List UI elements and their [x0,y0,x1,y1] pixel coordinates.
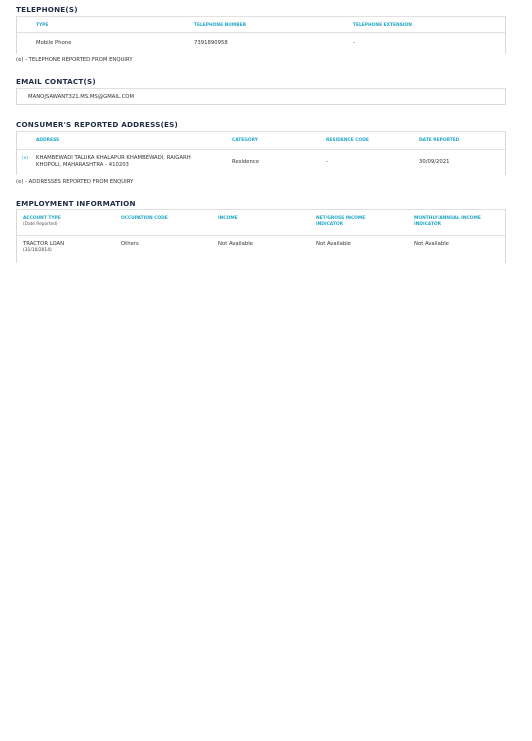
th-income: INCOME [218,216,238,221]
th-monthly-annual-indicator: MONTHLY/ANNUAL INCOME INDICATOR [414,216,481,227]
employment-net-gross: Not Available [316,241,351,247]
th-net-gross-indicator: NET/GROSS INCOME INDICATOR [316,216,366,227]
employment-income: Not Available [218,241,253,247]
email-title: EMAIL CONTACT(S) [16,77,96,86]
telephones-title: TELEPHONE(S) [16,5,78,14]
th-account-type: ACCOUNT TYPE (Date Reported) [23,216,61,227]
employment-title: EMPLOYMENT INFORMATION [16,199,136,208]
addresses-title: CONSUMER'S REPORTED ADDRESS(ES) [16,120,179,129]
th-residence-code: RESIDENCE CODE [326,138,369,143]
employment-date-reported: (31/10/2014) [23,248,52,253]
employment-monthly-annual: Not Available [414,241,449,247]
th-date-reported: DATE REPORTED [419,138,460,143]
email-value: MANOJSAWANT321.MS.MS@GMAIL.COM [28,94,135,100]
employment-account-type: TRACTOR LOAN [23,241,65,247]
email-box [16,88,506,105]
address-line1: KHAMBEWADI TALUKA KHALAPUR KHAMBEWADI, RAIGARH [36,155,191,161]
employment-occupation-code: Others [121,241,139,247]
telephones-note: (e) - TELEPHONE REPORTED FROM ENQUIRY [16,57,133,63]
address-residence-code: - [326,159,328,165]
addresses-note: (e) - ADDRESSES REPORTED FROM ENQUIRY [16,179,134,185]
address-enquiry-marker: (e) [22,156,29,161]
phone-extension: - [353,40,355,46]
addresses-table [16,131,506,175]
th-account-type-sub: (Date Reported) [23,221,58,227]
phone-number: 7391890958 [194,40,228,46]
address-category: Residence [232,159,260,165]
telephones-table [16,16,506,54]
th-telephone-number: TELEPHONE NUMBER [194,23,246,28]
th-address: ADDRESS [36,138,60,143]
address-date-reported: 30/09/2021 [419,159,450,165]
th-type: TYPE [36,23,49,28]
th-category: CATEGORY [232,138,258,143]
phone-type: Mobile Phone [36,40,72,46]
th-telephone-extension: TELEPHONE EXTENSION [353,23,412,28]
address-line2: KHOPOLI, MAHARASHTRA - 410203 [36,162,129,168]
th-occupation-code: OCCUPATION CODE [121,216,168,221]
employment-table [16,209,506,263]
